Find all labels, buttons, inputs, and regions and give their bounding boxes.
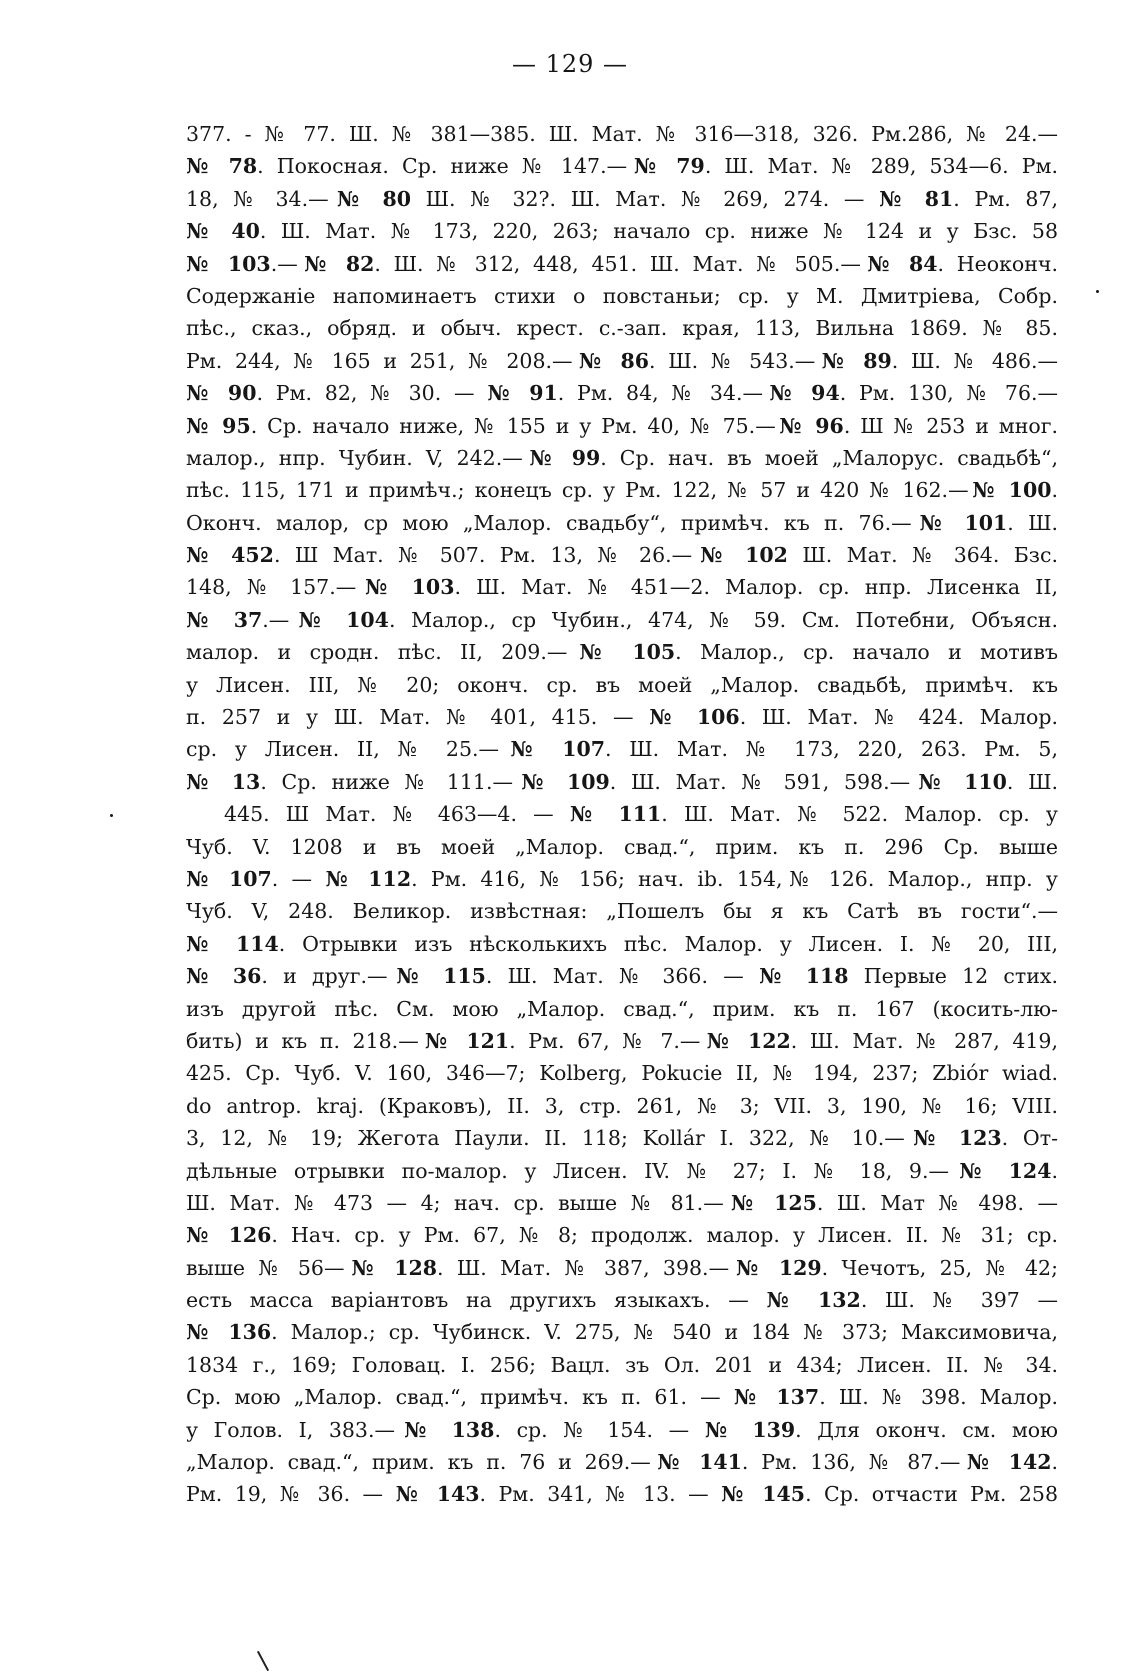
text-line: № 37.—№ 104. Малор., ср Чубин., 474, № 59. См. Потебни, Объясн. [186,607,1058,632]
text-line: Ср. мою „Малор. свад.“, примѣч. къ п. 61. — № 137. Ш. № 398. Малор. [186,1385,1058,1410]
text-line: Рм. 19, № 36. — № 143. Рм. 341, № 13. — № 145. Ср. отчасти Рм. 258 [186,1482,1058,1507]
text-line: № 126. Нач. ср. у Рм. 67, № 8; продолж. малор. у Лисен. II. № 31; ср. [186,1223,1058,1248]
text-line: № 95. Ср. начало ниже, № 155 и у Рм. 40, № 75.—№ 96. Ш № 253 и мног. [186,413,1058,438]
text-line: Чуб. V, 248. Великор. извѣстная: „Пошелъ бы я къ Сатѣ въ гости“.— [186,899,1058,924]
text-line: № 114. Отрывки изъ нѣсколькихъ пѣс. Малор. у Лисен. I. № 20, III, [186,931,1058,956]
text-line: 377. - № 77. Ш. № 381—385. Ш. Мат. № 316—318, 326. Рм.286, № 24.— [186,122,1058,146]
text-line: № 452. Ш Мат. № 507. Рм. 13, № 26.—№ 102 Ш. Мат. № 364. Бзс. [186,543,1058,568]
text-line: пѣс. 115, 171 и примѣч.; конецъ ср. у Рм. 122, № 57 и 420 № 162.—№ 100. [186,478,1058,503]
text-body [186,118,1058,1511]
text-line: № 13. Ср. ниже № 111.—№ 109. Ш. Мат. № 591, 598.—№ 110. Ш. [186,769,1058,794]
page-number: — 129 — [511,50,629,78]
text-line: малор., нпр. Чубин. V, 242.—№ 99. Ср. нач. въ моей „Малорус. свадьбѣ“, [186,445,1058,470]
text-line: изъ другой пѣс. См. мою „Малор. свад.“, прим. къ п. 167 (косить-лю- [186,996,1058,1021]
text-line: „Малор. свад.“, прим. къ п. 76 и 269.—№ 141. Рм. 136, № 87.—№ 142. [186,1450,1058,1475]
scan-speck [1096,290,1099,293]
scan-mark [257,1651,269,1671]
text-line: № 103.—№ 82. Ш. № 312, 448, 451. Ш. Мат. № 505.—№ 84. Неоконч. [186,251,1058,276]
text-line: п. 257 и у Ш. Мат. № 401, 415. — № 106. Ш. Мат. № 424. Малор. [186,705,1058,730]
text-line: Чуб. V. 1208 и въ моей „Малор. свад.“, прим. къ п. 296 Ср. выше [186,834,1058,859]
text-line: Рм. 244, № 165 и 251, № 208.—№ 86. Ш. № 543.—№ 89. Ш. № 486.— [186,348,1058,373]
text-line: есть масса варіантовъ на другихъ языкахъ. — № 132. Ш. № 397 — [186,1288,1058,1313]
text-line: 3, 12, № 19; Жегота Паули. II. 118; Kollár I. 322, № 10.—№ 123. От- [186,1126,1058,1151]
text-line: № 90. Рм. 82, № 30. — № 91. Рм. 84, № 34.—№ 94. Рм. 130, № 76.— [186,381,1058,406]
text-line: Оконч. малор, ср мою „Малор. свадьбу“, примѣч. къ п. 76.—№ 101. Ш. [186,510,1058,535]
text-line: ср. у Лисен. II, № 25.—№ 107. Ш. Мат. № 173, 220, 263. Рм. 5, [186,737,1058,762]
text-line: № 78. Покосная. Ср. ниже № 147.—№ 79. Ш. Мат. № 289, 534—6. Рм. [186,154,1058,179]
text-line: 1834 г., 169; Головац. I. 256; Вацл. зъ Ол. 201 и 434; Лисен. II. № 34. [186,1352,1058,1377]
text-line: малор. и сродн. пѣс. II, 209.—№ 105. Малор., ср. начало и мотивъ [186,640,1058,665]
text-line: 425. Ср. Чуб. V. 160, 346—7; Kolberg, Pokucie II, № 194, 237; Zbiór wiad. [186,1061,1058,1086]
text-line: пѣс., сказ., обряд. и обыч. крест. с.-зап. края, 113, Вильна 1869. № 85. [186,316,1058,341]
text-line: № 136. Малор.; ср. Чубинск. V. 275, № 540 и 184 № 373; Максимовича, [186,1320,1058,1345]
text-line: дѣльные отрывки по-малор. у Лисен. IV. № 27; I. № 18, 9.—№ 124. [186,1158,1058,1183]
text-line: у Лисен. III, № 20; оконч. ср. въ моей „Малор. свадьбѣ, примѣч. къ [186,672,1058,697]
text-line: бить) и къ п. 218.—№ 121. Рм. 67, № 7.—№ 122. Ш. Мат. № 287, 419, [186,1028,1058,1053]
text-line: 445. Ш Мат. № 463—4. — № 111. Ш. Мат. № 522. Малор. ср. у [224,802,1058,827]
text-line: 148, № 157.—№ 103. Ш. Мат. № 451—2. Малор. ср. нпр. Лисенка II, [186,575,1058,600]
scan-speck [110,814,113,817]
text-line: № 36. и друг.—№ 115. Ш. Мат. № 366. — № 118 Первые 12 стих. [186,964,1058,989]
text-line: Содержаніе напоминаетъ стихи о повстаньи; ср. у М. Дмитріева, Собр. [186,283,1058,308]
text-line: у Голов. I, 383.—№ 138. ср. № 154. — № 139. Для оконч. см. мою [186,1417,1058,1442]
text-line: выше № 56—№ 128. Ш. Мат. № 387, 398.—№ 129. Чечотъ, 25, № 42; [186,1255,1058,1280]
text-line: 18, № 34.—№ 80 Ш. № 32?. Ш. Мат. № 269, 274. — № 81. Рм. 87, [186,186,1058,211]
text-line: № 40. Ш. Мат. № 173, 220, 263; начало ср. ниже № 124 и у Бзс. 58 [186,219,1058,244]
text-line: do antrop. kraj. (Краковъ), II. 3, стр. 261, № 3; VII. 3, 190, № 16; VIII. [186,1093,1058,1118]
text-line: Ш. Мат. № 473 — 4; нач. ср. выше № 81.—№ 125. Ш. Мат № 498. — [186,1190,1058,1215]
text-line: № 107. — № 112. Рм. 416, № 156; нач. ib. 154,№ 126. Малор., нпр. у [186,866,1058,891]
